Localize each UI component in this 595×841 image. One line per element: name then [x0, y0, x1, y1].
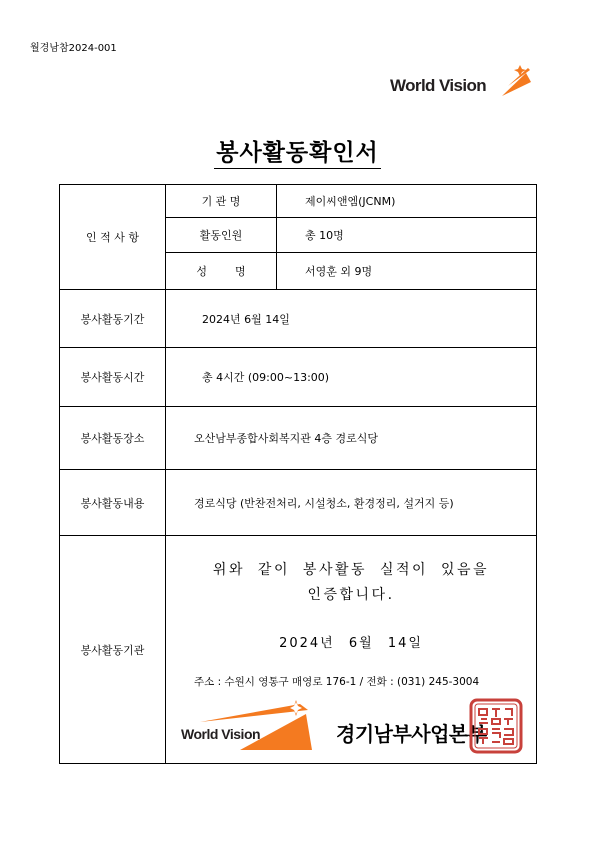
certificate-statement-line1: 위와 같이 봉사활동 실적이 있음을 [212, 561, 490, 578]
participant-count-value: 총 10명 [277, 218, 537, 253]
world-vision-wordmark-bottom: World Vision [181, 725, 261, 742]
name-label [166, 253, 277, 290]
time-label: 봉사활동시간 [60, 348, 166, 407]
place-value: 오산남부종합사회복지관 4층 경로식당 [166, 407, 537, 470]
name-label-part1: 성 [196, 265, 207, 278]
world-vision-logo [390, 64, 532, 100]
world-vision-logo-bottom [180, 700, 320, 752]
org-name-value: 제이씨앤엠(JCNM) [277, 185, 537, 218]
content-value: 경로식당 (반찬전처리, 시설청소, 환경정리, 설거지 등) [166, 470, 537, 536]
world-vision-wordmark: World Vision [390, 76, 487, 95]
issuing-organization: 경기남부사업본부 [336, 721, 487, 746]
page-title: 봉사활동확인서 [0, 134, 595, 167]
period-label: 봉사활동기간 [60, 290, 166, 348]
period-value: 2024년 6월 14일 [166, 290, 537, 348]
agency-address: 주소 : 수원시 영통구 매영로 176-1 / 전화 : (031) 245-3004 [194, 675, 480, 688]
agency-label: 봉사활동기관 [60, 536, 166, 764]
org-name-label: 기 관 명 [166, 185, 277, 218]
personal-info-label: 인 적 사 항 [60, 185, 166, 290]
official-seal-icon [468, 697, 524, 755]
place-label: 봉사활동장소 [60, 407, 166, 470]
participant-count-label: 활동인원 [166, 218, 277, 253]
name-value: 서영훈 외 9명 [277, 253, 537, 290]
volunteer-info-table [59, 184, 537, 764]
certificate-cell [166, 536, 537, 764]
document-number: 월경남참2024-001 [30, 43, 117, 54]
certificate-statement-line2: 인증합니다. [307, 586, 395, 603]
certificate-date: 2024년 6월 14일 [279, 635, 423, 651]
time-value: 총 4시간 (09:00~13:00) [166, 348, 537, 407]
content-label: 봉사활동내용 [60, 470, 166, 536]
name-label-part2: 명 [235, 265, 246, 278]
